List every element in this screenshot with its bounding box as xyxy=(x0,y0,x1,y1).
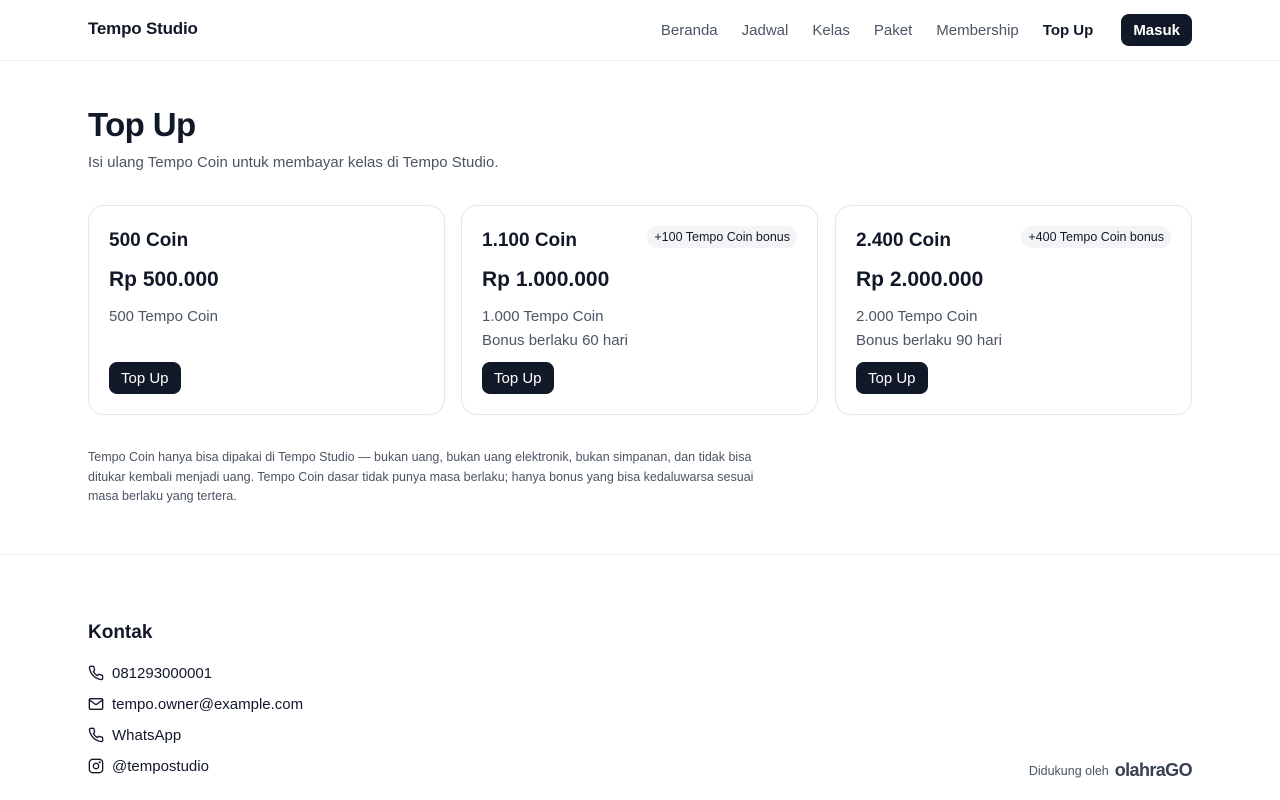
coin-disclaimer: Tempo Coin hanya bisa dipakai di Tempo Studio — bukan uang, bukan uang elektronik, bukan simpanan, dan tidak bisa ditukar kembali menjadi uang. Tempo Coin dasar tidak punya masa berlaku; hanya bonus yang bisa kedaluwarsa sesuai masa berlaku yang tertera. xyxy=(88,450,754,503)
contact-email[interactable] xyxy=(88,694,303,714)
phone-icon xyxy=(88,727,104,743)
nav-kelas[interactable]: Kelas xyxy=(812,21,850,39)
package-price: Rp 1.000.000 xyxy=(482,268,610,291)
brand-logo[interactable]: Tempo Studio xyxy=(88,19,198,38)
instagram-icon xyxy=(88,758,104,774)
contact-phone-text: 081293000001 xyxy=(112,664,213,682)
contact-title: Kontak xyxy=(88,622,153,643)
main-nav xyxy=(637,14,1192,46)
package-coins: 500 Coin xyxy=(109,230,189,251)
nav-membership[interactable]: Membership xyxy=(936,21,1019,39)
package-price: Rp 2.000.000 xyxy=(856,268,984,291)
package-coins: 1.100 Coin xyxy=(482,230,578,251)
footer-divider xyxy=(0,554,1280,555)
phone-icon xyxy=(88,665,104,681)
contact-phone[interactable] xyxy=(88,663,212,683)
package-card-2400 xyxy=(835,205,1192,415)
page-subtitle: Isi ulang Tempo Coin untuk membayar kelas di Tempo Studio. xyxy=(88,154,499,171)
contact-instagram[interactable] xyxy=(88,756,209,776)
package-base-coins: 1.000 Tempo Coin xyxy=(482,308,604,325)
bonus-badge: +400 Tempo Coin bonus xyxy=(1021,226,1171,248)
top-up-button[interactable]: Top Up xyxy=(482,362,554,394)
nav-beranda[interactable]: Beranda xyxy=(660,21,718,39)
nav-jadwal[interactable]: Jadwal xyxy=(741,21,789,39)
package-price: Rp 500.000 xyxy=(109,268,219,291)
bonus-badge: +100 Tempo Coin bonus xyxy=(647,226,797,248)
top-up-button[interactable]: Top Up xyxy=(109,362,181,394)
contact-email-text: tempo.owner@example.com xyxy=(112,695,304,713)
contact-whatsapp[interactable] xyxy=(88,725,181,745)
powered-by-label: Didukung oleh xyxy=(1028,763,1109,778)
package-base-coins: 500 Tempo Coin xyxy=(109,308,218,325)
powered-by xyxy=(1029,760,1192,781)
package-card-500 xyxy=(88,205,445,415)
nav-top-up[interactable]: Top Up xyxy=(1042,21,1094,39)
login-button[interactable]: Masuk xyxy=(1121,14,1192,46)
page-title: Top Up xyxy=(88,106,196,143)
mail-icon xyxy=(88,696,104,712)
package-card-1100 xyxy=(461,205,818,415)
olahrago-logo[interactable]: olahraGO xyxy=(1114,760,1192,780)
top-up-button[interactable]: Top Up xyxy=(856,362,928,394)
nav-paket[interactable]: Paket xyxy=(873,21,913,39)
contact-instagram-text: @tempostudio xyxy=(112,757,209,775)
package-bonus-validity: Bonus berlaku 90 hari xyxy=(856,332,1002,349)
site-header xyxy=(0,0,1280,61)
package-coins: 2.400 Coin xyxy=(856,230,952,251)
package-bonus-validity: Bonus berlaku 60 hari xyxy=(482,332,628,349)
contact-whatsapp-text: WhatsApp xyxy=(112,726,182,744)
package-base-coins: 2.000 Tempo Coin xyxy=(856,308,978,325)
